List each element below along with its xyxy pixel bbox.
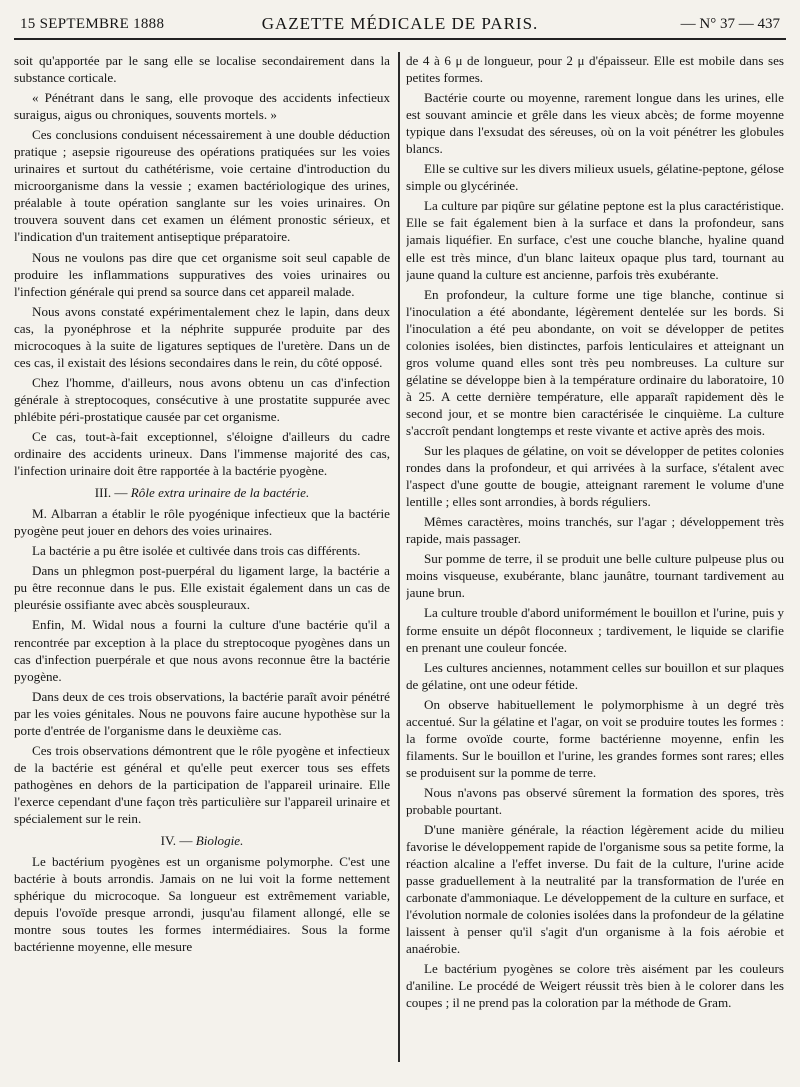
paragraph: de 4 à 6 μ de longueur, pour 2 μ d'épaisseur. Elle est mobile dans ses petites formes. — [406, 53, 784, 86]
paragraph: Les cultures anciennes, notamment celles sur bouillon et sur plaques de gélatine, ont une odeur fétide. — [406, 659, 784, 692]
column-divider — [398, 52, 400, 1062]
section-title: Biologie. — [195, 833, 244, 849]
paragraph: Nous n'avons pas observé sûrement la formation des spores, très probable pourtant. — [406, 784, 784, 817]
left-column — [14, 52, 390, 1062]
text-columns — [14, 52, 786, 1082]
paragraph: En profondeur, la culture forme une tige blanche, continue si l'inoculation a été abondante, légèrement dentelée sur les bords. Si l'inoculation a été peu abondante, on voit se développer de petites colonies isolées, bien distinctes, parfois lenticulaires et atteignant un gros volume quand elles sont très peu nombreuses. La culture sur gélatine se développe bien à la température ordinaire du laboratoire, 10 à 25. A cette dernière température, elle apparaît rapidement dès le second jour, et se montre bien caractérisée le cinquième. La culture s'accroît pendant longtemps et reste vivante et active après des mois. — [406, 286, 784, 438]
paragraph: Ces conclusions conduisent nécessairement à une double déduction pratique ; asepsie rigoureuse des opérations pratiquées sur les voies urinaires et surtout du cathétérisme, voie certaine d'introduction du microorganisme dans la vessie ; examen bactériologique des urines, préalable à toute opération sanglante sur les voies urinaires. On trouvera souvent dans cet examen un élément pronostic sérieux, et l'indication d'un traitement antiseptique préparatoire. — [14, 127, 390, 245]
section-heading-iii — [14, 484, 390, 501]
paragraph: « Pénétrant dans le sang, elle provoque des accidents infectieux suraigus, aigus ou chroniques, souvents mortels. » — [14, 90, 390, 123]
section-heading-iv — [14, 832, 390, 849]
paragraph: Chez l'homme, d'ailleurs, nous avons obtenu un cas d'infection générale à streptocoques, consécutive à une prostatite suppurée avec phlébite péri-prostatique causée par cet organisme. — [14, 374, 390, 424]
paragraph: Nous avons constaté expérimentalement chez le lapin, dans deux cas, la pyonéphrose et la néphrite suppurée produite par des microcoques à la suite de ligatures septiques de l'uretère. Dans un de ces cas, il existait des lésions secondaires dans le rein, du côté opposé. — [14, 303, 390, 370]
paragraph: Sur pomme de terre, il se produit une belle culture pulpeuse plus ou moins visqueuse, exubérante, blanc jaunâtre, tournant tardivement au jaune brun. — [406, 551, 784, 601]
paragraph: Le bactérium pyogènes se colore très aisément par les couleurs d'aniline. Le procédé de Weigert réussit très bien à le colorer dans les coupes ; il ne prend pas la coloration par la méthode de Gram. — [406, 961, 784, 1011]
paragraph: On observe habituellement le polymorphisme à un degré très accentué. Sur la gélatine et l'agar, on voit se produire toutes les formes : la forme ovoïde courte, forme bactérienne moyenne, enfin les filaments. Sur le bouillon et l'urine, les grandes formes sont rares; elles se produisent sur la pomme de terre. — [406, 696, 784, 780]
paragraph: Ce cas, tout-à-fait exceptionnel, s'éloigne d'ailleurs du cadre ordinaire des accidents urineux. Dans l'immense majorité des cas, l'infection urinaire doit être rapportée à la bactérie pyogène. — [14, 428, 390, 479]
paragraph: Sur les plaques de gélatine, on voit se développer de petites colonies rondes dans la profondeur, et qui arrivées à la surface, s'étalent avec l'aspect d'une goutte de bougie, atteignant rarement le volume d'une lentille ; elles sont arrondies, à bords réguliers. — [406, 443, 784, 510]
paragraph: La culture trouble d'abord uniformément le bouillon et l'urine, puis y forme ensuite un dépôt floconneux ; tardivement, le liquide se clarifie en prenant une couleur foncée. — [406, 605, 784, 655]
journal-title: GAZETTE MÉDICALE DE PARIS. — [261, 14, 539, 33]
paragraph: Enfin, M. Widal nous a fourni la culture d'une bactérie qu'il a rencontrée par exception à la place du streptocoque pyogènes dans un cas d'infection puerpérale et que nous avons reconnue être la bactérie pyogène. — [14, 617, 390, 684]
paragraph: Mêmes caractères, moins tranchés, sur l'agar ; développement très rapide, mais passager. — [406, 514, 784, 547]
section-title: Rôle extra urinaire de la bactérie. — [130, 485, 310, 501]
paragraph: D'une manière générale, la réaction légèrement acide du milieu favorise le développement rapide de l'organisme sous sa petite forme, la réaction alcaline a l'effet inverse. Du fait de la culture, l'urine acide passe graduellement à la neutralité par la transformation de l'urée en carbonate d'ammoniaque. Le développement de la culture en surface, et l'évolution normale de colonies isolées dans la profondeur de la gélatine laissent à penser qu'il s'agit d'un organisme à la fois aérobie et anaérobie. — [406, 822, 784, 957]
paragraph: Elle se cultive sur les divers milieux usuels, gélatine-peptone, gélose simple ou glycérinée. — [406, 161, 784, 194]
page-header — [14, 10, 786, 40]
right-column — [406, 52, 784, 1062]
paragraph: Ces trois observations démontrent que le rôle pyogène et infectieux de la bactérie est général et qu'elle peut exercer tous ses effets pathogènes en dehors de la participation de l'appareil urinaire. Elle l'exerce cependant d'une façon très particulière sur l'appareil urinaire et spécialement sur le rein. — [14, 742, 390, 826]
paragraph: La culture par piqûre sur gélatine peptone est la plus caractéristique. Elle se fait également bien à la surface et dans la profondeur, sans jamais liquéfier. En surface, c'est une couche blanche, hyaline quand elle est très mince, d'un blanc laiteux opaque plus tard, tournant au jaune quand la culture est ancienne, parfois très exubérante. — [406, 198, 784, 282]
paragraph: Dans deux de ces trois observations, la bactérie paraît avoir pénétré par les voies génitales. Nous ne pouvons faire aucune hypothèse sur la porte d'entrée de l'organisme dans le deuxième cas. — [14, 688, 390, 738]
paragraph: soit qu'apportée par le sang elle se localise secondairement dans la substance corticale. — [14, 53, 390, 86]
paragraph: Dans un phlegmon post-puerpéral du ligament large, la bactérie a pu être reconnue dans le pus. Elle existait également dans un cas de pleurésie ossifiante avec abcès souspleuraux. — [14, 563, 390, 613]
paragraph: Bactérie courte ou moyenne, rarement longue dans les urines, elle est souvant amincie et grêle dans les vieux abcès; de forme moyenne typique dans l'exsudat des séreuses, où on la voit pénétrer les globules blancs. — [406, 90, 784, 157]
issue-and-page-number: — N° 37 — 437 — [680, 16, 780, 32]
paragraph: M. Albarran a établir le rôle pyogénique infectieux que la bactérie pyogène peut jouer en dehors des voies urinaires. — [14, 506, 390, 539]
paragraph: La bactérie a pu être isolée et cultivée dans trois cas différents. — [32, 543, 361, 559]
paragraph: Nous ne voulons pas dire que cet organisme soit seul capable de produire les inflammations suppuratives des voies urinaires ou l'infection générale qui prend sa source dans cet appareil malade. — [14, 249, 390, 299]
section-number: IV. — — [160, 833, 193, 849]
issue-date: 15 SEPTEMBRE 1888 — [20, 16, 165, 32]
paragraph: Le bactérium pyogènes est un organisme polymorphe. C'est une bactérie à bouts arrondis. Jamais on ne lui voit la forme nettement sphérique du microcoque. Sa longueur est extrêmement variable, depuis l'ovoïde presque arrondi, jusqu'au filament allongé, elle se montre sous toutes les formes intermédiaires. Sous la forme bactérienne moyenne, elle mesure — [14, 854, 390, 955]
section-number: III. — — [94, 485, 128, 501]
